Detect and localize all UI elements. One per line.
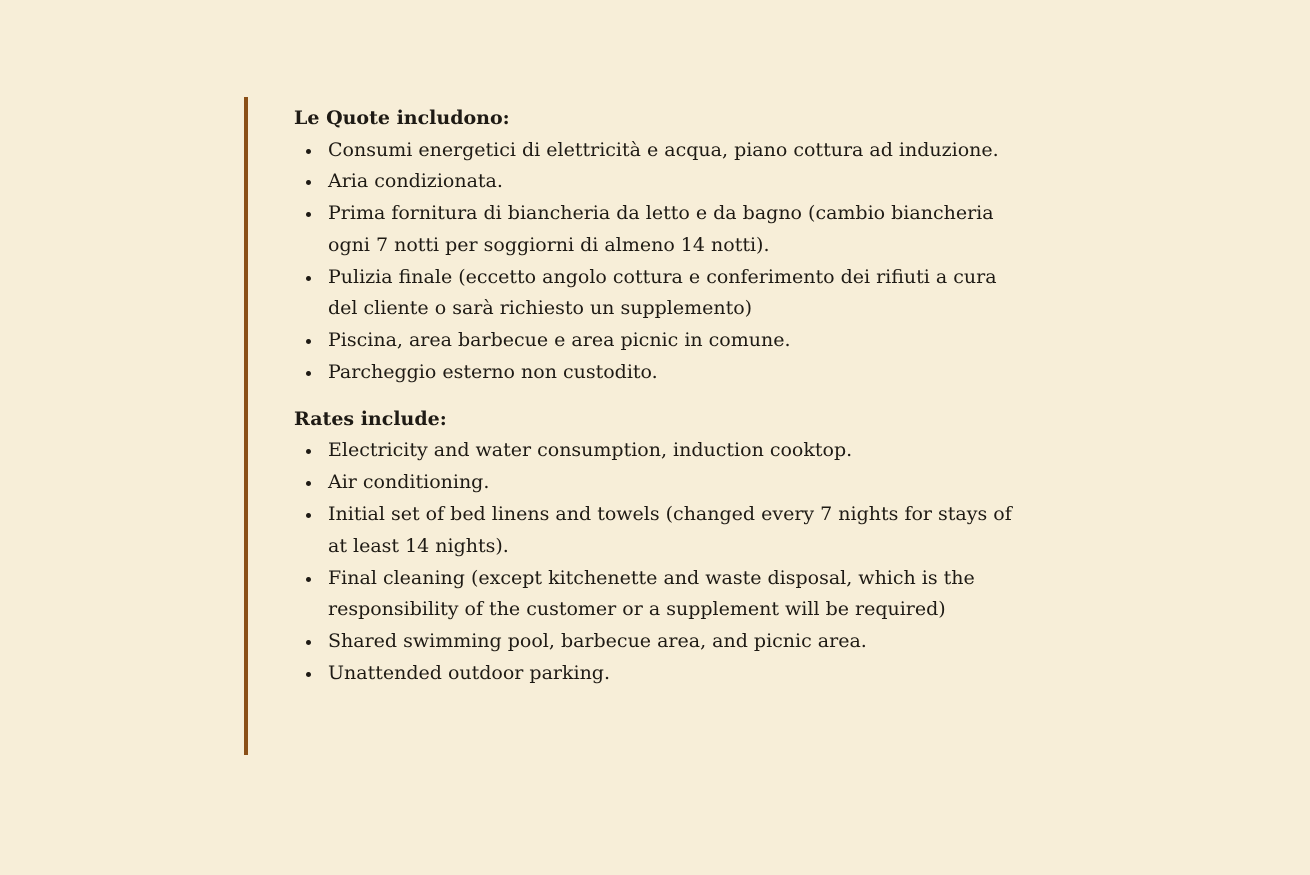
- rates-quote-block: [244, 97, 1024, 755]
- english-heading: Rates include:: [294, 407, 447, 430]
- list-item: Piscina, area barbecue e area picnic in comune.: [294, 325, 1024, 357]
- italian-list: [294, 135, 1024, 389]
- italian-heading: Le Quote includono:: [294, 107, 510, 129]
- section-spacer: [294, 389, 1024, 404]
- list-item: Prima fornitura di biancheria da letto e da bagno (cambio biancheria ogni 7 notti per soggiorni di almeno 14 notti).: [294, 198, 1024, 262]
- list-item: Aria condizionata.: [294, 166, 1024, 198]
- list-item: Shared swimming pool, barbecue area, and picnic area.: [294, 626, 1024, 658]
- list-item: Pulizia finale (eccetto angolo cottura e conferimento dei rifiuti a cura del cliente o sarà richiesto un supplemento): [294, 262, 1024, 326]
- list-item: Final cleaning (except kitchenette and waste disposal, which is the responsibility of the customer or a supplement will be required): [294, 563, 1024, 627]
- list-item: Parcheggio esterno non custodito.: [294, 357, 1024, 389]
- english-list: [294, 435, 1024, 689]
- list-item: Initial set of bed linens and towels (changed every 7 nights for stays of at least 14 nights).: [294, 499, 1024, 563]
- list-item: Consumi energetici di elettricità e acqua, piano cottura ad induzione.: [294, 135, 1024, 167]
- list-item: Unattended outdoor parking.: [294, 658, 1024, 690]
- list-item: Air conditioning.: [294, 467, 1024, 499]
- list-item: Electricity and water consumption, induction cooktop.: [294, 435, 1024, 467]
